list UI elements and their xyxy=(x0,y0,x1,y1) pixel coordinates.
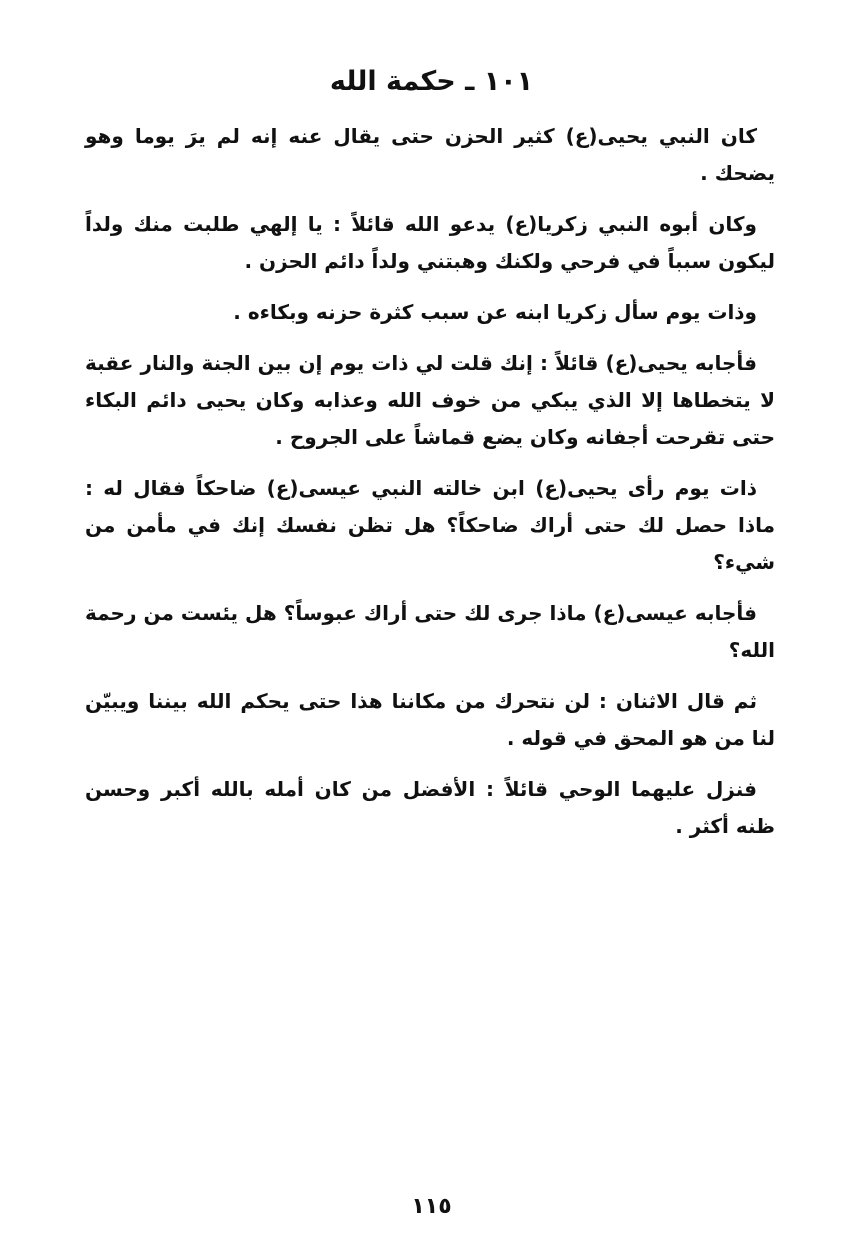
chapter-title: ١٠١ ـ حكمة الله xyxy=(329,66,534,97)
paragraph: كان النبي يحيى(ع) كثير الحزن حتى يقال عنه إنه لم يرَ يوما وهو يضحك . xyxy=(85,124,775,185)
paragraph: وكان أبوه النبي زكريا(ع) يدعو الله قائلاً : يا إلهي طلبت منك ولداً ليكون سبباً في فرحي ولكنك وهبتني ولداً دائم الحزن . xyxy=(85,212,775,273)
paragraph: فأجابه عيسى(ع) ماذا جرى لك حتى أراك عبوساً؟ هل يئست من رحمة الله؟ xyxy=(85,601,775,662)
paragraph: ثم قال الاثنان : لن نتحرك من مكاننا هذا حتى يحكم الله بيننا ويبيّن لنا من هو المحق في قوله . xyxy=(85,689,775,750)
page-number: ١١٥ xyxy=(411,1194,452,1219)
paragraph: فأجابه يحيى(ع) قائلاً : إنك قلت لي ذات يوم إن بين الجنة والنار عقبة لا يتخطاها إلا الذي يبكي من خوف الله وعذابه وكان يحيى دائم البكاء حتى تقرحت أجفانه وكان يضع قماشاً على الجروح . xyxy=(85,351,775,449)
paragraph: فنزل عليهما الوحي قائلاً : الأفضل من كان أمله بالله أكبر وحسن ظنه أكثر . xyxy=(85,777,775,838)
paragraph: وذات يوم سأل زكريا ابنه عن سبب كثرة حزنه وبكاءه . xyxy=(233,300,757,324)
story-body xyxy=(85,118,775,859)
paragraph: ذات يوم رأى يحيى(ع) ابن خالته النبي عيسى(ع) ضاحكاً فقال له : ماذا حصل لك حتى أراك ضاحكاً؟ هل تظن نفسك إنك في مأمن من شيء؟ xyxy=(85,476,775,574)
